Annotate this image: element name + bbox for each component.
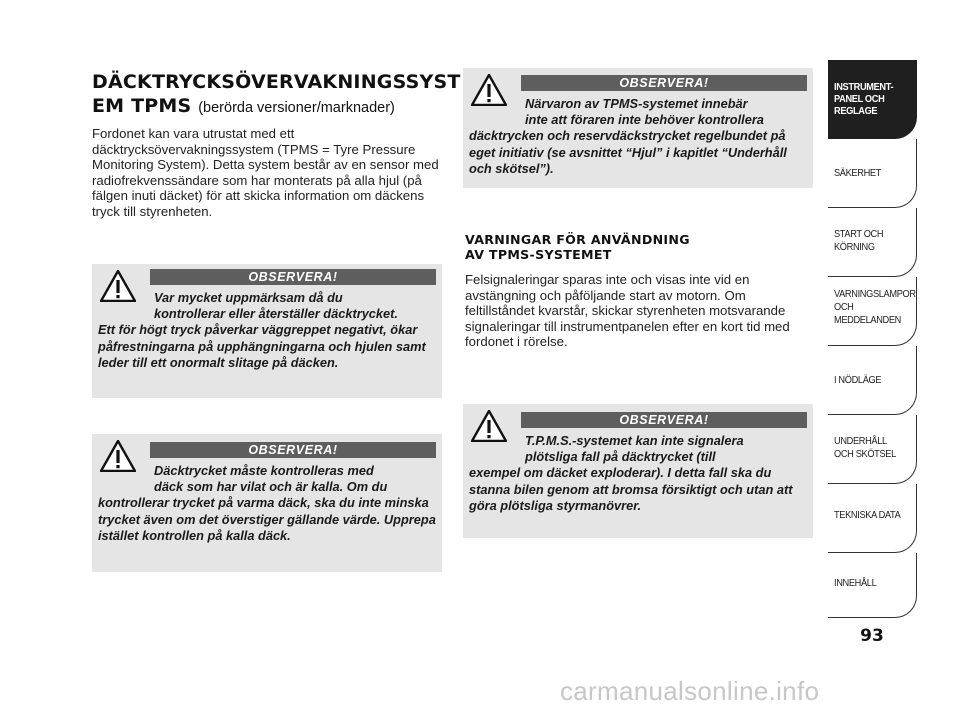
warning-box [92,434,442,572]
section-title-tpms [92,70,461,120]
warning-text [98,463,438,544]
warning-text-rest: kontrollerar trycket på varma däck, ska du inte minska trycket även om det överstiger gällande värde. Upprepa istället kontrollen på kalla däck. [98,495,436,543]
tab-label-line: START OCH [834,228,884,240]
warning-text-line2: kontrollerar eller återställer däcktrycket. [154,306,398,322]
section-title-line1: VARNINGAR FÖR ANVÄNDNING [465,232,690,247]
tab-label-line: I NÖDLÄGE [834,374,882,386]
warning-text-line2: däck som har vilat och är kalla. Om du [154,479,388,495]
warning-text-line1: Var mycket uppmärksam då du [154,290,343,305]
tab-label-line: TEKNISKA DATA [834,509,901,521]
section-title-line2: AV TPMS-SYSTEMET [465,247,612,262]
tab-label-line: OCH [834,301,854,313]
tab-label-line: PANEL OCH [834,93,885,105]
tab-innehall[interactable] [828,553,917,618]
tab-label-line: UNDERHÅLL [834,435,887,447]
warning-box [463,68,813,188]
warning-text-line1: Närvaron av TPMS-systemet innebär [525,96,748,111]
tab-tekniska-data[interactable] [828,484,917,553]
warning-label: OBSERVERA! [521,75,807,91]
warning-text-line2: inte att föraren inte behöver kontrollera [525,112,764,128]
tab-sakerhet[interactable] [828,139,917,208]
watermark: carmanualsonline.info [560,676,820,706]
tab-i-nodlage[interactable] [828,346,917,415]
tab-start-och-korning[interactable] [828,208,917,277]
warning-text-rest: Ett för högt tryck påverkar väggreppet negativt, ökar påfrestningarna på upphängningarna och hjulen samt leder till ett onormalt slitage på däcken. [98,322,426,370]
warnings-paragraph: Felsignaleringar sparas inte och visas inte vid en avstängning och påföljande start av motorn. Om feltillståndet kvarstår, skickar styrenheten motsvarande signaleringar till instrumentpanelen efter en kort tid med fordonet i rörelse. [465,272,790,350]
warning-box [463,404,813,538]
tab-label-line: INNEHÅLL [834,577,877,589]
warning-text [469,96,809,177]
tab-label-line: VARNINGSLAMPOR [834,288,916,300]
tab-label-line: SÄKERHET [834,167,881,179]
page-number: 93 [860,626,884,646]
tpms-paragraph: Fordonet kan vara utrustat med ett däcktrycksövervakningssystem (TPMS = Tyre Pressure Monitoring System). Detta system består av en sensor med radiofrekvenssändare som har monterats på alla hjul (på fälgen inuti däcket) för att skicka information om däckens tryck till styrenheten. [92,126,439,219]
warning-text-line1: T.P.M.S.-systemet kan inte signalera [525,433,744,448]
tab-label-line: KÖRNING [834,241,875,253]
warning-label: OBSERVERA! [521,412,807,428]
warning-text-rest: exempel om däcket exploderar). I detta fall ska du stanna bilen genom att bromsa försiktigt och utan att göra plötsliga styrmanövrer. [469,465,793,513]
section-title-line2: EM TPMS [92,95,192,117]
section-title-sub: (berörda versioner/marknader) [198,100,395,116]
tab-label-line: INSTRUMENT- [834,81,894,93]
warning-text [469,433,809,514]
warning-box [92,264,442,398]
tab-underhall[interactable] [828,415,917,484]
section-title-line1: DÄCKTRYCKSÖVERVAKNINGSSYST [92,71,461,93]
tab-instrumentpanel[interactable] [828,60,917,139]
tab-label-line: REGLAGE [834,105,878,117]
tab-label-line: OCH SKÖTSEL [834,448,896,460]
warning-text [98,290,438,371]
warning-text-rest: däcktrycken och reservdäckstrycket regelbundet på eget initiativ (se avsnittet “Hjul” i kapitlet “Underhåll och skötsel”). [469,128,787,176]
tab-varningslampor[interactable] [828,277,917,346]
warning-label: OBSERVERA! [150,442,436,458]
warning-text-line1: Däcktrycket måste kontrolleras med [154,463,374,478]
warning-text-line2: plötsliga fall på däcktrycket (till [525,449,716,465]
warning-label: OBSERVERA! [150,269,436,285]
tab-label-line: MEDDELANDEN [834,314,901,326]
section-title-warnings [465,232,805,262]
